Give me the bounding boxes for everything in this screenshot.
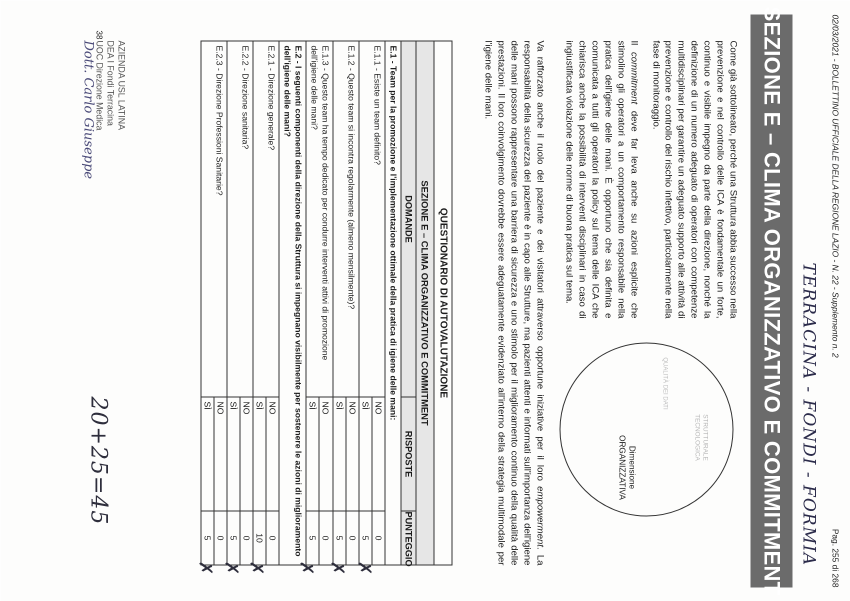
question-text: E.1.3 - Questo team ha tempo dedicato per condurre interventi attivi di promozione dell'igiene delle mani? — [309, 45, 330, 360]
questionnaire-title: QUESTIONARIO DI AUTOVALUTAZIONE — [433, 41, 451, 564]
question-text: E.1.2 - Questo team si incontra regolarmente (almeno mensilmente)? — [346, 45, 356, 309]
page-header — [830, 14, 840, 587]
questionnaire-subtitle: SEZIONE E – CLIMA ORGANIZZATIVO E COMMITMENT — [415, 41, 433, 564]
dimension-label: Dimensione ORGANIZZATIVA — [617, 434, 636, 500]
office-stamp: 38 AZIENDA USL LATINA DEA I Fondi Terracina UOC Direzione Medica Dott. Carlo Giuseppe — [80, 30, 126, 179]
header-page-number: Pag. 255 di 268 — [830, 528, 840, 587]
page-footer-number: 38 — [94, 30, 103, 39]
table-row: E.2.3 - Direzione Professioni Sanitarie? NO SÌ 0 5 — [201, 41, 226, 564]
intro-text — [552, 40, 738, 318]
handwritten-check-mark: ✗ — [295, 560, 316, 576]
table-row: E.1.2 - Questo team si incontra regolarmente (almeno mensilmente)? NO SÌ 0 5 — [332, 41, 358, 564]
dimension-circle — [559, 342, 733, 516]
handwritten-check-mark: ✗ — [220, 560, 241, 576]
handwritten-title: TERRACINA - FONDI - FORMIA — [798, 262, 818, 566]
table-row: E.2.1 - Direzione generale? NO SÌ 0 10 — [252, 41, 278, 564]
table-section-row: E.2 - I seguenti componenti della direzione della Struttura si impegnano visibilmente per sostenere le azioni di miglioramento dell'igiene delle mani? — [278, 41, 305, 564]
questionnaire-table — [200, 40, 452, 565]
question-text: E.2.2 - Direzione sanitaria? — [240, 45, 250, 149]
handwritten-total: 20+25=45 — [85, 396, 110, 525]
section-banner: SEZIONE E – CLIMA ORGANIZZATIVO E COMMITMENT — [750, 14, 792, 587]
handwritten-check-mark: ✗ — [194, 560, 215, 576]
faded-dimension-label: STRUTTURALE TECNOLOGICA — [693, 413, 708, 461]
col-answers: RISPOSTE — [401, 396, 415, 510]
question-text: E.2.3 - Direzione Professioni Sanitarie? — [214, 45, 224, 195]
faded-quality-label: QUALITÀ DEI DATI — [661, 356, 667, 410]
intro-paragraph-1: Come già sottolineato, perché una Struttura abbia successo nella prevenzione e nel controllo delle ICA è fondamentale un forte, continuo e visibile impegno da parte della direzione, nonché la definizione di un numero adeguato di operatori con competenze multidisciplinari per garantire un adeguato supporto alle attività di prevenzione e controllo del rischio infettivo, particolarmente nella fase di monitoraggio. — [649, 40, 738, 318]
table-row: E.2.2 - Direzione sanitaria? NO SÌ 0 5 — [226, 41, 252, 564]
table-header — [400, 41, 415, 567]
col-score: PUNTEGGIO — [403, 511, 413, 567]
col-questions: DOMANDE — [401, 41, 415, 396]
header-publication: 02/03/2021 - BOLLETTINO UFFICIALE DELLA REGIONE LAZIO - N. 22 - Supplemento n. 2 — [830, 14, 840, 358]
table-row: E.1.3 - Questo team ha tempo dedicato per condurre interventi attivi di promozione dell'igiene delle mani? NO SÌ 0 5 — [305, 41, 332, 564]
question-text: E.2.1 - Direzione generale? — [266, 45, 276, 150]
table-section-row: E.1 - Team per la promozione e l'implementazione ottimale della pratica di igiene delle mani: — [384, 41, 400, 564]
table-row: E.1.1 - Esiste un team definito? NO SÌ 0 5 — [358, 41, 384, 564]
empowerment-paragraph: Va rafforzato anche il ruolo del paziente e dei visitatori attraverso opportune iniziative per il loro empowerment. La responsabilità della sicurezza del paziente è in capo alle Strutture, ma pazienti attenti e informati sull'importanza dell'igiene delle mani possono rappresentare una barriera di sicurezza e uno stimolo per il miglioramento continuo della qualità delle prestazioni. Il loro coinvolgimento dovrebbe essere adeguatamente evidenziato all'interno della strategia multimodale per l'igiene delle mani. — [482, 40, 545, 565]
handwritten-check-mark: ✗ — [353, 560, 374, 576]
question-text: E.1.1 - Esiste un team definito? — [372, 45, 382, 165]
intro-paragraph-2: Il commitment deve far leva anche su azioni esplicite che stimolino gli operatori a un comportamento responsabile nella pratica dell'igiene delle mani. È opportuno che sia definita e comunicata a tutti gli operatori la policy sul tema delle ICA che chiarisca anche la possibilità di interventi disciplinari in caso di ingiustificata violazione delle norme di buona pratica sul tema. — [563, 40, 639, 318]
handwritten-check-mark: ✗ — [245, 560, 266, 576]
handwritten-check-mark: ✗ — [326, 560, 347, 576]
